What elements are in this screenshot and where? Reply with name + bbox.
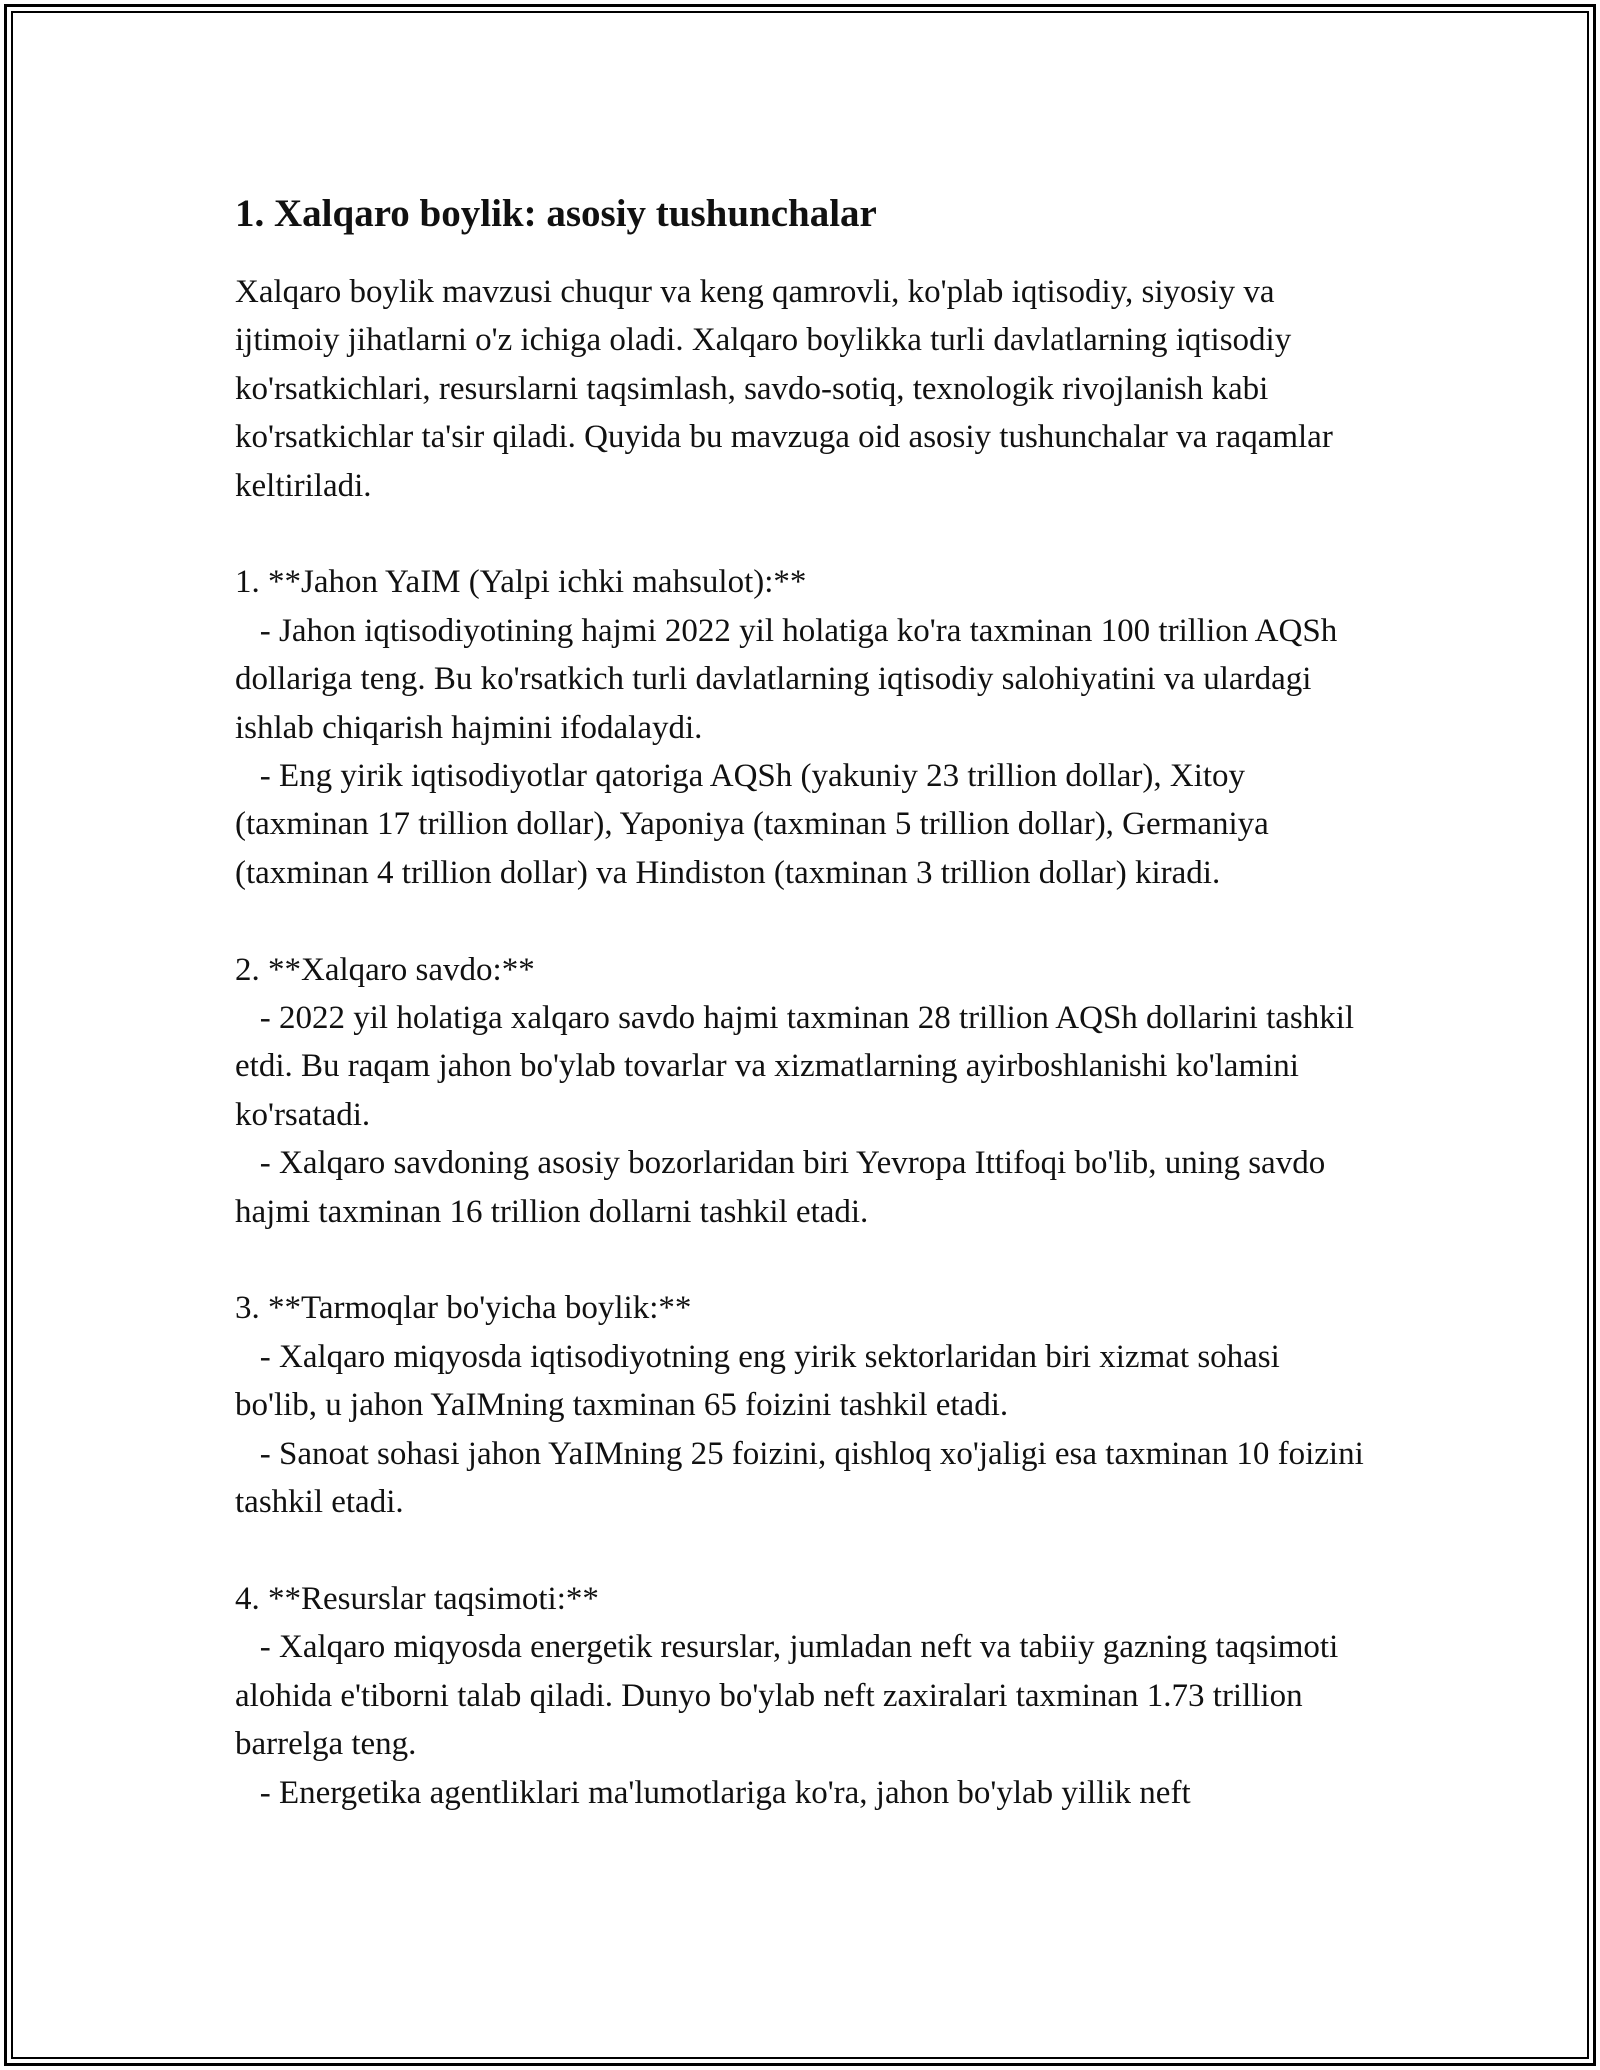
list-item: - Energetika agentliklari ma'lumotlariga ko'ra, jahon bo'ylab yillik neft [235, 1774, 1191, 1811]
section-trade [235, 946, 1365, 1236]
section-heading: 2. **Xalqaro savdo:** [235, 951, 535, 988]
section-resources [235, 1575, 1365, 1817]
spacer [235, 1527, 1365, 1575]
document-title: 1. Xalqaro boylik: asosiy tushunchalar [235, 192, 877, 235]
section-heading: 3. **Tarmoqlar bo'yicha boylik:** [235, 1290, 692, 1327]
spacer [235, 897, 1365, 945]
list-item: - Jahon iqtisodiyotining hajmi 2022 yil holatiga ko'ra taxminan 100 trillion AQSh dollariga teng. Bu ko'rsatkich turli davlatlarning iqtisodiy salohiyatini va ulardagi ishlab chiqarish hajmini ifodalaydi. [235, 612, 1346, 746]
spacer [235, 1236, 1365, 1284]
section-gdp [235, 558, 1365, 897]
intro-paragraph: Xalqaro boylik mavzusi chuqur va keng qamrovli, ko'plab iqtisodiy, siyosiy va ijtimoiy jihatlarni o'z ichiga oladi. Xalqaro boylikka turli davlatlarning iqtisodiy ko'rsatkichlari, resurslarni taqsimlash, savdo-sotiq, texnologik rivojlanish kabi ko'rsatkichlar ta'sir qiladi. Quyida bu mavzuga oid asosiy tushunchalar va raqamlar keltiriladi. [235, 274, 1342, 504]
list-item: - Xalqaro miqyosda energetik resurslar, jumladan neft va tabiiy gazning taqsimoti alohida e'tiborni talab qiladi. Dunyo bo'ylab neft zaxiralari taxminan 1.73 trillion barrelga teng. [235, 1629, 1347, 1763]
list-item: - Sanoat sohasi jahon YaIMning 25 foizini, qishloq xo'jaligi esa taxminan 10 foizini tashkil etadi. [235, 1435, 1372, 1521]
section-heading: 1. **Jahon YaIM (Yalpi ichki mahsulot):** [235, 564, 807, 601]
list-item: - Eng yirik iqtisodiyotlar qatoriga AQSh (yakuniy 23 trillion dollar), Xitoy (taxminan 17 trillion dollar), Yaponiya (taxminan 5 trillion dollar), Germaniya (taxminan 4 trillion dollar) va Hindiston (taxminan 3 trillion dollar) kiradi. [235, 758, 1278, 891]
section-sectors [235, 1284, 1372, 1526]
spacer [235, 510, 1365, 558]
list-item: - Xalqaro miqyosda iqtisodiyotning eng yirik sektorlaridan biri xizmat sohasi bo'lib, u jahon YaIMning taxminan 65 foizini tashkil etadi. [235, 1338, 1289, 1424]
document-page [235, 188, 1372, 1817]
section-heading: 4. **Resurslar taqsimoti:** [235, 1580, 599, 1617]
list-item: - 2022 yil holatiga xalqaro savdo hajmi taxminan 28 trillion AQSh dollarini tashkil etdi. Bu raqam jahon bo'ylab tovarlar va xizmatlarning ayirboshlanishi ko'lamini ko'rsatadi. [235, 1000, 1363, 1133]
list-item: - Xalqaro savdoning asosiy bozorlaridan biri Yevropa Ittifoqi bo'lib, uning savdo hajmi taxminan 16 trillion dollarni tashkil etadi. [235, 1145, 1334, 1230]
